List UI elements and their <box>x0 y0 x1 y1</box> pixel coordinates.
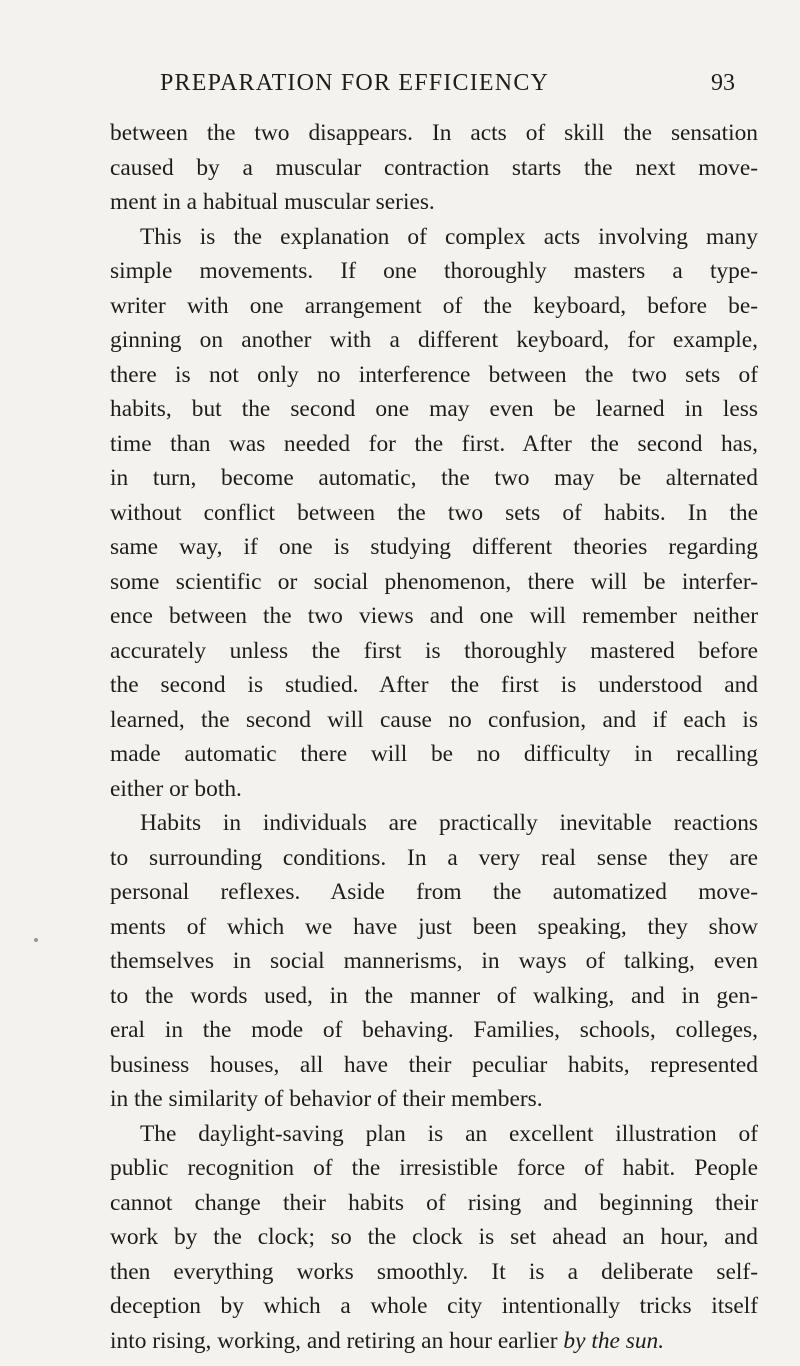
text-line: This is the explanation of complex acts involving many <box>140 223 758 250</box>
text-line: work by the clock; so the clock is set ahead an hour, and <box>110 1224 758 1250</box>
text-line: then everything works smoothly. It is a deliberate self- <box>110 1258 758 1285</box>
text-line: between the two disappears. In acts of skill the sensation <box>110 120 758 146</box>
text-line: Habits in individuals are practically inevitable reactions <box>140 810 758 836</box>
page-number: 93 <box>711 70 735 96</box>
text-line: same way, if one is studying different theories regarding <box>110 534 758 560</box>
text-line: there is not only no interference between the two sets of <box>110 361 758 388</box>
text-line: in the similarity of behavior of their members. <box>110 1086 543 1112</box>
margin-mark <box>34 938 38 942</box>
text-line: ment in a habitual muscular series. <box>110 189 435 215</box>
text-line: learned, the second will cause no confusion, and if each is <box>110 706 758 733</box>
text-line: the second is studied. After the first is understood and <box>110 672 758 698</box>
text-line: made automatic there will be no difficulty in recalling <box>110 741 758 767</box>
text-line: in turn, become automatic, the two may be alternated <box>110 465 758 491</box>
text-line: ments of which we have just been speaking, they show <box>110 913 758 940</box>
text-line: without conflict between the two sets of habits. In the <box>110 499 758 526</box>
text-line-final <box>110 1324 758 1359</box>
text-line: either or both. <box>110 775 242 802</box>
text-line: habits, but the second one may even be learned in less <box>110 396 758 422</box>
text-line: accurately unless the first is thoroughly mastered before <box>110 637 758 664</box>
text-line: ence between the two views and one will remember neither <box>110 603 758 629</box>
text-line: to the words used, in the manner of walking, and in gen- <box>110 982 758 1009</box>
text-line: deception by which a whole city intentionally tricks itself <box>110 1293 758 1319</box>
running-head: PREPARATION FOR EFFICIENCY <box>160 70 550 96</box>
body-text <box>110 116 758 1358</box>
text-line: caused by a muscular contraction starts the next move- <box>110 154 758 181</box>
text-line: personal reflexes. Aside from the automatized move- <box>110 879 758 905</box>
text-line: writer with one arrangement of the keyboard, before be- <box>110 292 758 319</box>
text-line: time than was needed for the first. After the second has, <box>110 430 758 457</box>
text-line: public recognition of the irresistible force of habit. People <box>110 1155 758 1181</box>
text-line: cannot change their habits of rising and beginning their <box>110 1189 758 1216</box>
text-line: eral in the mode of behaving. Families, schools, colleges, <box>110 1017 758 1043</box>
text-line: simple movements. If one thoroughly masters a type- <box>110 258 758 284</box>
text-line: The daylight-saving plan is an excellent illustration of <box>140 1120 758 1147</box>
text-line: business houses, all have their peculiar habits, represented <box>110 1051 758 1078</box>
text-run: into rising, working, and retiring an hour earlier <box>110 1327 564 1354</box>
text-line: themselves in social mannerisms, in ways of talking, even <box>110 948 758 974</box>
text-line: to surrounding conditions. In a very real sense they are <box>110 844 758 871</box>
text-line: some scientific or social phenomenon, there will be interfer- <box>110 568 758 595</box>
text-line: ginning on another with a different keyboard, for example, <box>110 327 758 353</box>
italic-text-run: by the sun. <box>563 1327 665 1354</box>
